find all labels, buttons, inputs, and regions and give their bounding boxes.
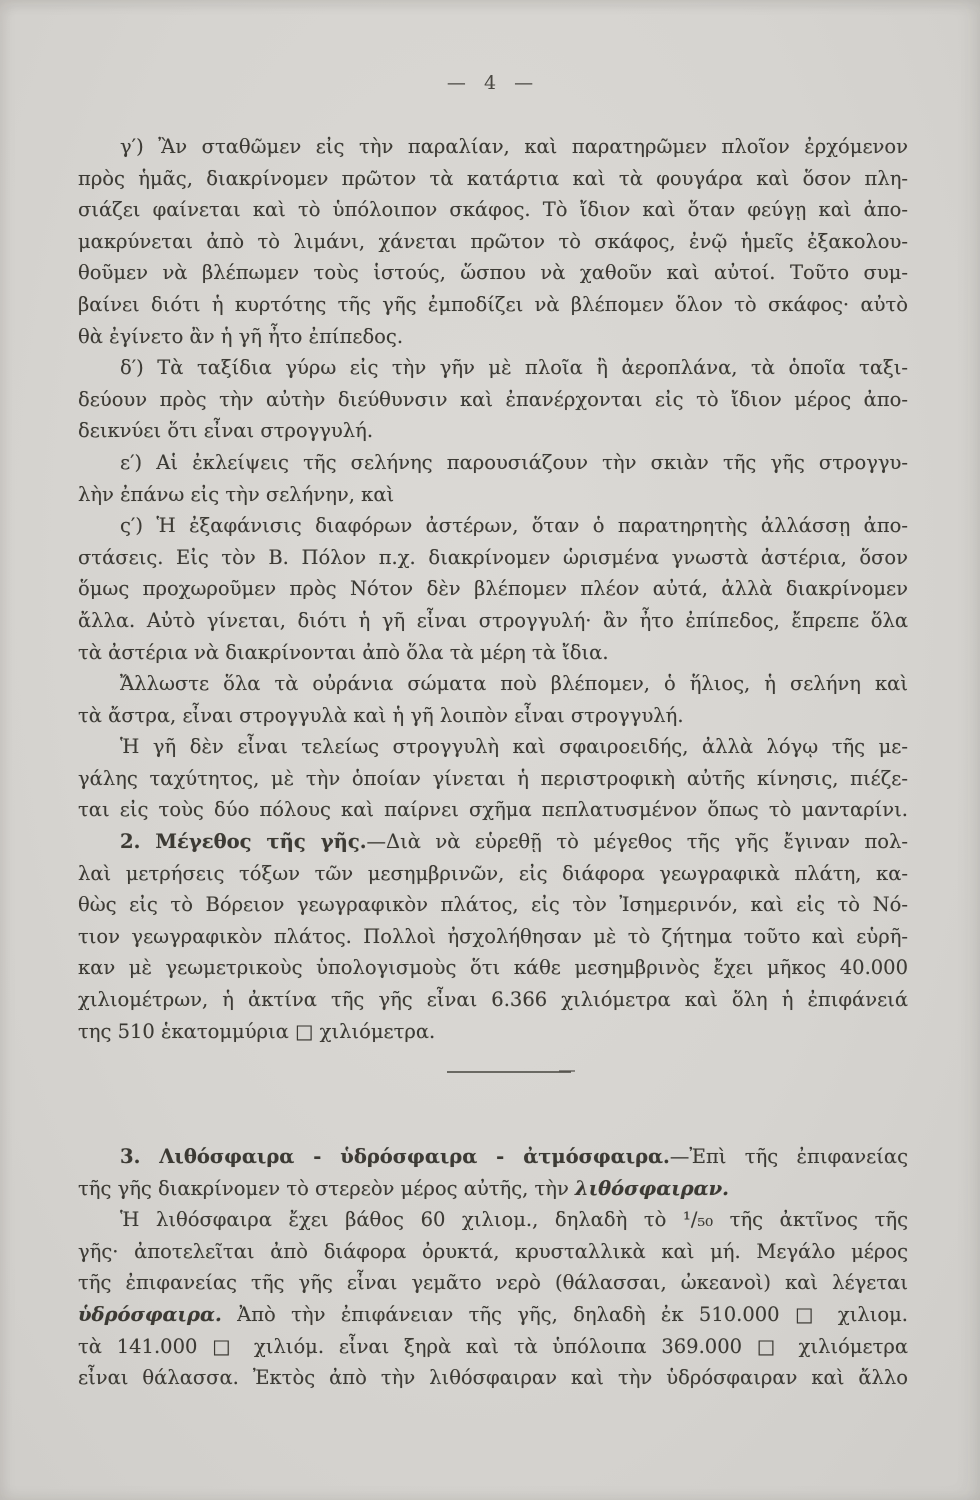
text-line: στάσεις. Εἰς τὸν Β. Πόλον π.χ. διακρίνομεν ὡρισμένα γνωστὰ ἀστέρια, ὅσον xyxy=(78,545,908,569)
section-heading-lithosphaira: 3. Λιθόσφαιρα - ὑδρόσφαιρα - ἀτμόσφαιρα. xyxy=(120,1145,670,1168)
section-heading-megethos: 2. Μέγεθος τῆς γῆς. xyxy=(120,830,367,854)
text-line: ς′) Ἡ ἐξαφάνισις διαφόρων ἀστέρων, ὅταν ὁ παρατηρητὴς ἀλλάσσῃ ἀπο- xyxy=(120,514,908,538)
text-line: τὰ ἄστρα, εἶναι στρογγυλὰ καὶ ἡ γῆ λοιπὸν εἶναι στρογγυλή. xyxy=(78,703,684,727)
text-line: δεύουν πρὸς τὴν αὐτὴν διεύθυνσιν καὶ ἐπανέρχονται εἰς τὸ ἴδιον μέρος ἀπο- xyxy=(78,387,908,411)
text-line: καν μὲ γεωμετρικοὺς ὑπολογισμοὺς ὅτι κάθε μεσημβρινὸς ἔχει μῆκος 40.000 xyxy=(78,956,908,980)
text-line: τιον γεωγραφικὸν πλάτος. Πολλοὶ ἠσχολήθησαν μὲ τὸ ζήτημα τοῦτο καὶ εὑρῆ- xyxy=(78,924,908,948)
text-line: θὰ ἐγίνετο ἂν ἡ γῆ ἦτο ἐπίπεδος. xyxy=(78,324,404,348)
text-line: χιλιομέτρων, ἡ ἀκτίνα τῆς γῆς εἶναι 6.366 χιλιόμετρα καὶ ὅλη ἡ ἐπιφάνειά xyxy=(78,988,908,1012)
text-line: μακρύνεται ἀπὸ τὸ λιμάνι, χάνεται πρῶτον τὸ σκάφος, ἐνῷ ἡμεῖς ἐξακολου- xyxy=(78,229,908,253)
page-number: — 4 — xyxy=(446,72,534,94)
text-line: τῆς ἐπιφανείας τῆς γῆς εἶναι γεμᾶτο νερὸ (θάλασσαι, ὠκεανοὶ) καὶ λέγεται xyxy=(78,1271,908,1295)
lithosphere-text-block xyxy=(78,1141,908,1394)
text-line: βαίνει διότι ἡ κυρτότης τῆς γῆς ἐμποδίζει νὰ βλέπομεν ὅλον τὸ σκάφος· αὐτὸ xyxy=(78,292,908,316)
text-line: γ′) Ἂν σταθῶμεν εἰς τὴν παραλίαν, καὶ παρατηρῶμεν πλοῖον ἐρχόμενον xyxy=(120,135,908,158)
text-segment: —Ἐπὶ τῆς ἐπιφανείας xyxy=(669,1145,908,1168)
text-line: τὰ ἀστέρια νὰ διακρίνονται ἀπὸ ὅλα τὰ μέρη τὰ ἴδια. xyxy=(78,640,609,664)
text-line: ἄλλα. Αὐτὸ γίνεται, διότι ἡ γῆ εἶναι στρογγυλή· ἂν ἦτο ἐπίπεδος, ἔπρεπε ὅλα xyxy=(78,608,908,632)
text-line: λὴν ἐπάνω εἰς τὴν σελήνην, καὶ xyxy=(78,482,395,506)
text-segment: τῆς γῆς διακρίνομεν τὸ στερεὸν μέρος αὐτῆς, τὴν xyxy=(78,1176,576,1200)
text-line: εἶναι θάλασσα. Ἐκτὸς ἀπὸ τὴν λιθόσφαιραν καὶ τὴν ὑδρόσφαιραν καὶ ἄλλο xyxy=(78,1366,908,1390)
text-line: τὰ 141.000 □ χιλιόμ. εἶναι ξηρὰ καὶ τὰ ὑπόλοιπα 369.000 □ χιλιόμετρα xyxy=(78,1334,908,1358)
text-line: δ′) Τὰ ταξίδια γύρω εἰς τὴν γῆν μὲ πλοῖα ἢ ἀεροπλάνα, τὰ ὁποῖα ταξι- xyxy=(120,356,908,380)
text-line: θὼς εἰς τὸ Βόρειον γεωγραφικὸν πλάτος, εἰς τὸν Ἰσημερινόν, καὶ εἰς τὸ Νό- xyxy=(78,893,908,917)
keyword-lithosphairan: λιθόσφαιραν. xyxy=(575,1176,729,1200)
text-line: Ἡ γῆ δὲν εἶναι τελείως στρογγυλὴ καὶ σφαιροειδής, ἀλλὰ λόγῳ τῆς με- xyxy=(120,735,908,759)
text-line: Ἡ λιθόσφαιρα ἔχει βάθος 60 χιλιομ., δηλαδὴ τὸ ¹/₅₀ τῆς ἀκτῖνος τῆς xyxy=(120,1208,908,1232)
text-line: σιάζει φαίνεται καὶ τὸ ὑπόλοιπον σκάφος. Τὸ ἴδιον καὶ ὅταν φεύγῃ καὶ ἀπο- xyxy=(78,198,908,222)
text-line: ε′) Αἱ ἐκλείψεις τῆς σελήνης παρουσιάζουν τὴν σκιὰν τῆς γῆς στρογγυ- xyxy=(120,450,908,474)
text-line: γάλης ταχύτητος, μὲ τὴν ὁποίαν γίνεται ἡ περιστροφικὴ αὐτῆς κίνησις, πιέζε- xyxy=(78,766,908,790)
text-segment: Ἀπὸ τὴν ἐπιφάνειαν τῆς γῆς, δηλαδὴ ἐκ 510.000 □ χιλιομ. xyxy=(221,1302,908,1326)
text-line: της 510 ἑκατομμύρια □ χιλιόμετρα. xyxy=(78,1019,436,1043)
text-line xyxy=(78,1173,908,1205)
section-divider xyxy=(447,1071,571,1073)
text-line xyxy=(78,826,908,858)
keyword-hydrosphaira: ὑδρόσφαιρα. xyxy=(78,1302,222,1326)
text-line: λαὶ μετρήσεις τόξων τῶν μεσημβρινῶν, εἰς διάφορα γεωγραφικὰ πλάτη, κα- xyxy=(78,861,908,885)
text-line: ται εἰς τοὺς δύο πόλους καὶ παίρνει σχῆμα πεπλατυσμένον ὅπως τὸ μανταρίνι. xyxy=(78,798,908,822)
text-line xyxy=(78,1141,908,1173)
text-segment: —Διὰ νὰ εὑρεθῇ τὸ μέγεθος τῆς γῆς ἔγιναν πολ- xyxy=(366,830,908,854)
text-line: γῆς· ἀποτελεῖται ἀπὸ διάφορα ὀρυκτά, κρυσταλλικὰ καὶ μή. Μεγάλο μέρος xyxy=(78,1239,908,1263)
text-line: θοῦμεν νὰ βλέπωμεν τοὺς ἱστούς, ὥσπου νὰ χαθοῦν καὶ αὐτοί. Τοῦτο συμ- xyxy=(78,261,908,285)
text-line: πρὸς ἡμᾶς, διακρίνομεν πρῶτον τὰ κατάρτια καὶ τὰ φουγάρα καὶ ὅσον πλη- xyxy=(78,166,908,190)
text-line: Ἄλλωστε ὅλα τὰ οὐράνια σώματα ποὺ βλέπομεν, ὁ ἥλιος, ἡ σελήνη καὶ xyxy=(120,672,908,696)
main-text-block xyxy=(78,131,908,1047)
text-line: δεικνύει ὅτι εἶναι στρογγυλή. xyxy=(78,419,374,443)
text-line: ὅμως προχωροῦμεν πρὸς Νότον δὲν βλέπομεν πλέον αὐτά, ἀλλὰ διακρίνομεν xyxy=(78,577,908,601)
text-line xyxy=(78,1299,908,1331)
